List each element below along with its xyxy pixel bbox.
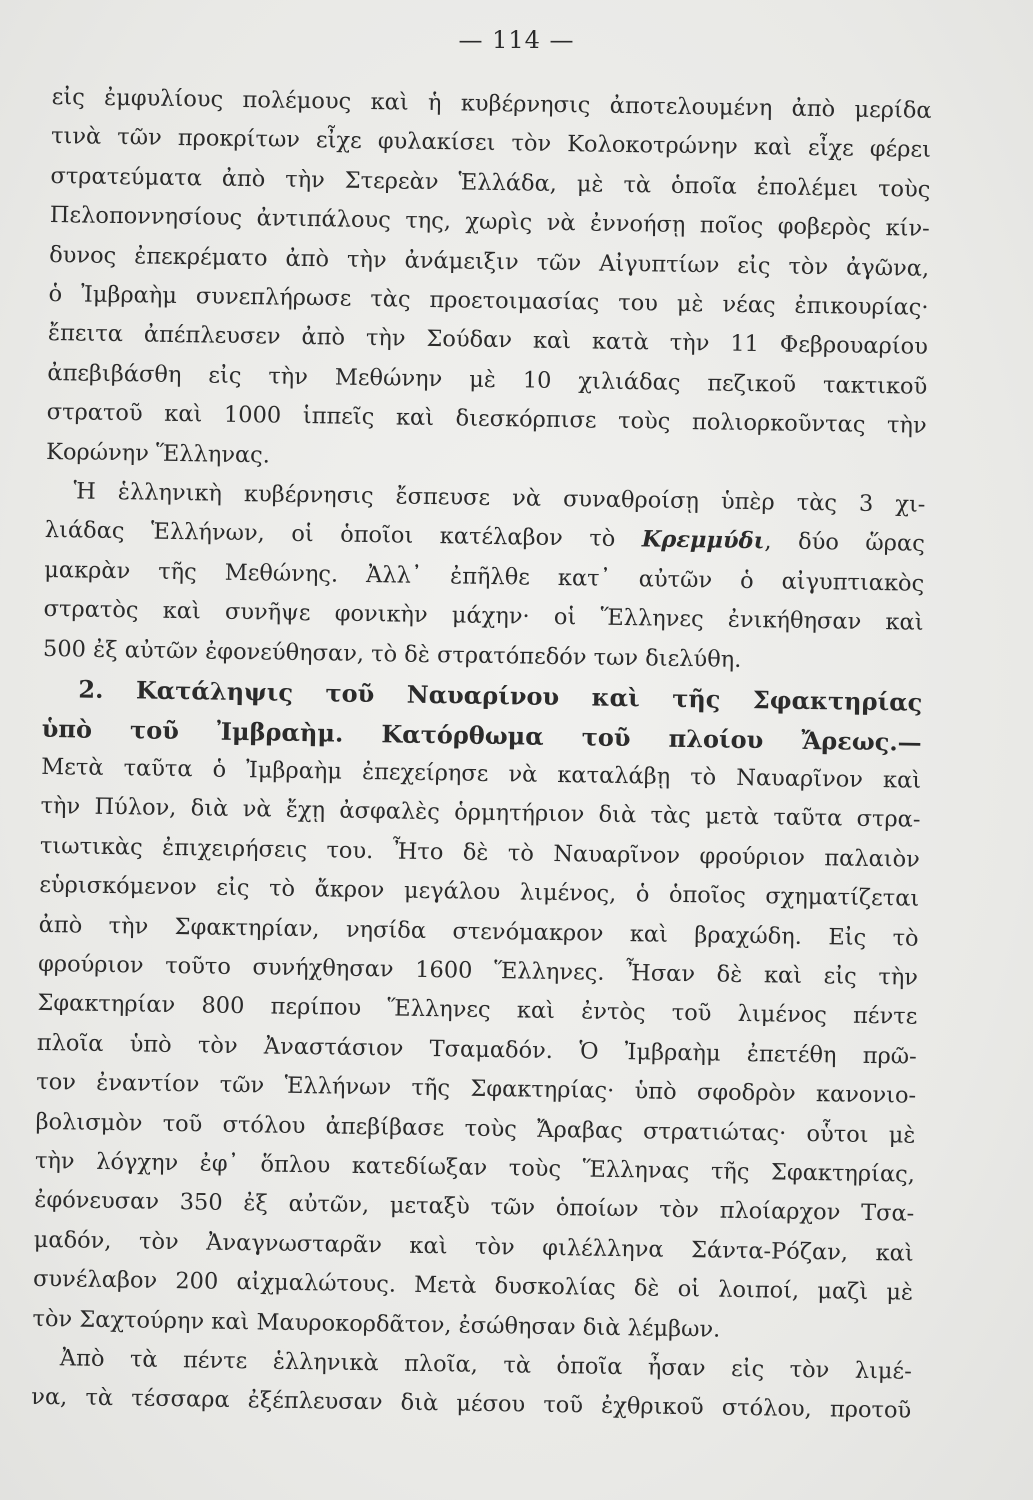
text-line: φρούριον τοῦτο συνήχθησαν 1600 Ἕλληνες. Ἦσαν δὲ καὶ εἰς τὴν bbox=[37, 950, 919, 991]
text-line: Ἀπὸ τὰ πέντε ἑλληνικὰ πλοῖα, τὰ ὁποῖα ἦσαν εἰς τὸν λιμέ- bbox=[59, 1345, 912, 1385]
text-line: Κορώνην Ἕλληνας. bbox=[45, 438, 271, 469]
text-line: ἐφόνευσαν 350 ἐξ αὐτῶν, μεταξὺ τῶν ὁποίων τὸν πλοίαρχον Τσα- bbox=[34, 1187, 915, 1228]
text-segment: λιάδας Ἑλλήνων, οἱ ὁποῖοι κατέλαβον τὸ bbox=[44, 517, 643, 553]
section-heading: 2. Κατάληψις τοῦ Ναυαρίνου καὶ τῆς Σφακτηρίας bbox=[78, 674, 923, 717]
text-segment: , δύο ὥρας bbox=[764, 528, 925, 558]
text-line: να, τὰ τέσσαρα ἐξέπλευσαν διὰ μέσου τοῦ ἐχθρικοῦ στόλου, προτοῦ bbox=[31, 1384, 912, 1425]
text-line: εὑρισκόμενον εἰς τὸ ἄκρον μεγάλου λιμένος, ὁ ὁποῖος σχηματίζεται bbox=[39, 872, 920, 912]
text-line: τιωτικὰς ἐπιχειρήσεις του. Ἦτο δὲ τὸ Ναυαρῖνον φρούριον παλαιὸν bbox=[39, 832, 921, 873]
text-line: συνέλαβον 200 αἰχμαλώτους. Μετὰ δυσκολίας δὲ οἱ λοιποί, μαζὶ μὲ bbox=[32, 1266, 914, 1306]
text-line: Ἡ ἑλληνικὴ κυβέρνησις ἔσπευσε νὰ συναθροίσῃ ὑπὲρ τὰς 3 χι- bbox=[73, 478, 926, 518]
text-line: τον ἐναντίον τῶν Ἑλλήνων τῆς Σφακτηρίας· ὑπὸ σφοδρὸν κανονιο- bbox=[36, 1069, 917, 1109]
text-line: ἔπειτα ἀπέπλευσεν ἀπὸ τὴν Σούδαν καὶ κατὰ τὴν 11 Φεβρουαρίου bbox=[47, 320, 929, 361]
text-line: πλοῖα ὑπὸ τὸν Ἀναστάσιον Τσαμαδόν. Ὁ Ἰμβραὴμ ἐπετέθη πρῶ- bbox=[36, 1029, 917, 1070]
text-line: 500 ἐξ αὐτῶν ἐφονεύθησαν, τὸ δὲ στρατόπεδόν των διελύθη. bbox=[42, 635, 742, 673]
text-line: δυνος ἐπεκρέματο ἀπὸ τὴν ἀνάμειξιν τῶν Αἰγυπτίων εἰς τὸν ἀγῶνα, bbox=[49, 241, 930, 282]
page-number: — 114 — bbox=[458, 26, 575, 54]
text-line: μαδόν, τὸν Ἀναγνωσταρᾶν καὶ τὸν φιλέλληνα Σάντα-Ρόζαν, καὶ bbox=[33, 1226, 914, 1267]
text-line: Πελοποννησίους ἀντιπάλους της, χωρὶς νὰ ἐννοήσῃ ποῖος φοβερὸς κίν- bbox=[49, 202, 930, 243]
text-line: τὸν Σαχτούρην καὶ Μαυροκορδᾶτον, ἐσώθησαν διὰ λέμβων. bbox=[32, 1305, 721, 1343]
text-line: εἰς ἐμφυλίους πολέμους καὶ ἡ κυβέρνησις ἀποτελουμένη ἀπὸ μερίδα bbox=[51, 83, 932, 124]
body-text bbox=[31, 78, 932, 1431]
text-line: τινὰ τῶν προκρίτων εἶχε φυλακίσει τὸν Κολοκοτρώνην καὶ εἶχε φέρει bbox=[50, 123, 932, 164]
text-line: βολισμὸν τοῦ στόλου ἀπεβίβασε τοὺς Ἄραβας στρατιώτας· οὗτοι μὲ bbox=[35, 1108, 916, 1149]
text-line: στρατοῦ καὶ 1000 ἱππεῖς καὶ διεσκόρπισε τοὺς πολιορκοῦντας τὴν bbox=[46, 399, 927, 440]
text-line: μακρὰν τῆς Μεθώνης. Ἀλλ᾽ ἐπῆλθε κατ᾽ αὐτῶν ὁ αἰγυπτιακὸς bbox=[44, 556, 925, 597]
text-line: στρατὸς καὶ συνῆψε φονικὴν μάχην· οἱ Ἕλληνες ἐνικήθησαν καὶ bbox=[43, 596, 924, 637]
section-heading-continued: ὑπὸ τοῦ Ἰμβραὴμ. Κατόρθωμα τοῦ πλοίου Ἄρεως.— bbox=[41, 713, 922, 757]
place-name-kremmydi: Κρεμμύδι bbox=[641, 526, 765, 555]
text-line: τὴν λόγχην ἐφ᾽ ὅπλου κατεδίωξαν τοὺς Ἕλληνας τῆς Σφακτηρίας, bbox=[34, 1147, 916, 1188]
text-line: τὴν Πύλον, διὰ νὰ ἔχῃ ἀσφαλὲς ὁρμητήριον διὰ τὰς μετὰ ταῦτα στρα- bbox=[40, 793, 921, 834]
text-line: ἀπεβιβάσθη εἰς τὴν Μεθώνην μὲ 10 χιλιάδας πεζικοῦ τακτικοῦ bbox=[47, 359, 928, 400]
text-line: στρατεύματα ἀπὸ τὴν Στερεὰν Ἑλλάδα, μὲ τὰ ὁποῖα ἐπολέμει τοὺς bbox=[50, 162, 931, 203]
text-line: Σφακτηρίαν 800 περίπου Ἕλληνες καὶ ἐντὸς τοῦ λιμένος πέντε bbox=[37, 990, 918, 1031]
text-line: Μετὰ ταῦτα ὁ Ἰμβραὴμ ἐπεχείρησε νὰ καταλάβῃ τὸ Ναυαρῖνον καὶ bbox=[40, 753, 922, 794]
text-line: ὁ Ἰμβραὴμ συνεπλήρωσε τὰς προετοιμασίας του μὲ νέας ἐπικουρίας· bbox=[48, 281, 929, 321]
text-line: ἀπὸ τὴν Σφακτηρίαν, νησίδα στενόμακρον καὶ βραχώδη. Εἰς τὸ bbox=[38, 911, 919, 952]
